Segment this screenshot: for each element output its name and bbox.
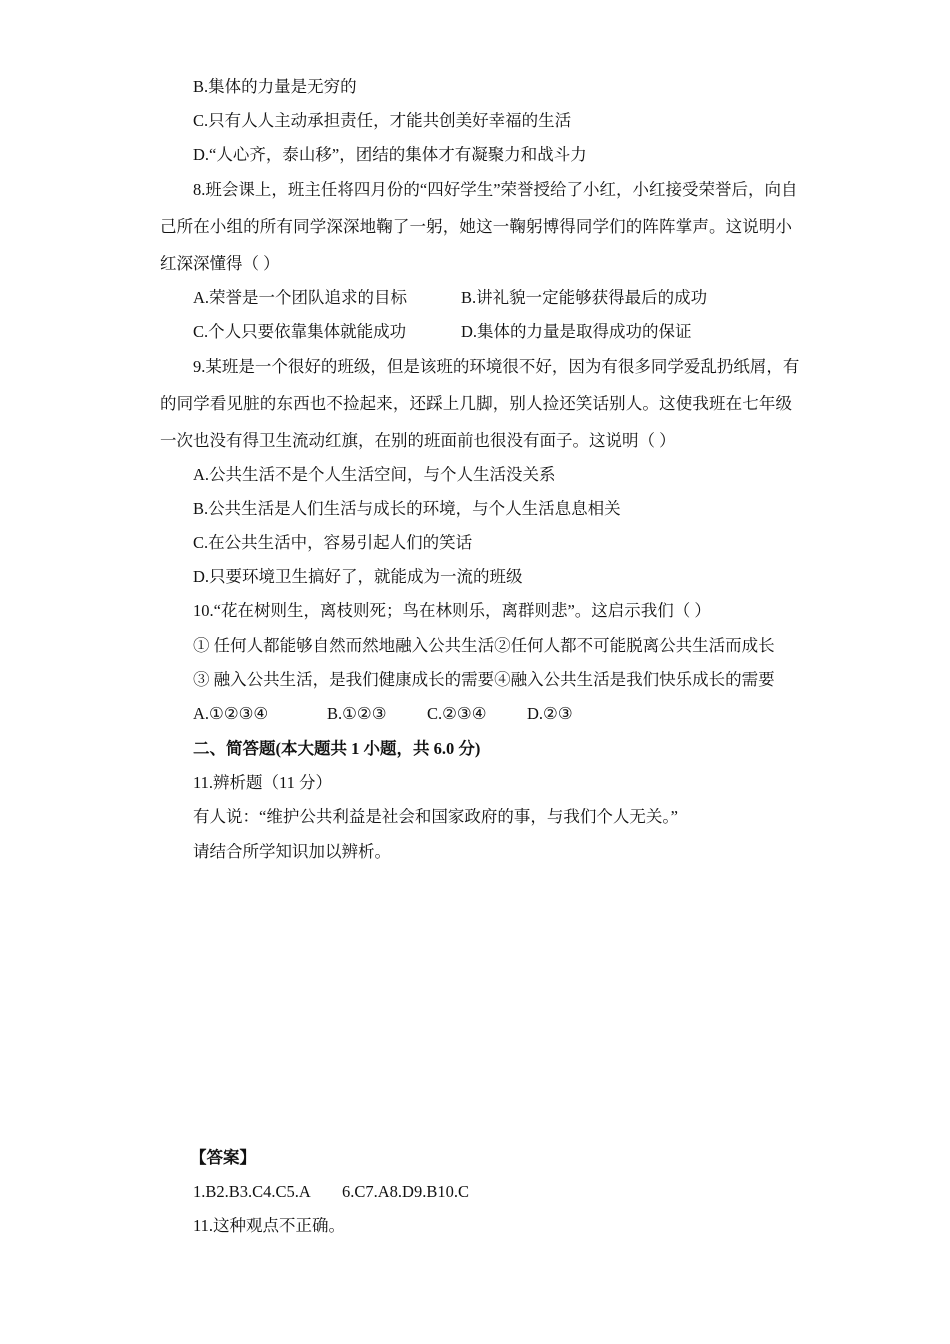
q10-items-line2: ③ 融入公共生活，是我们健康成长的需要④融入公共生活是我们快乐成长的需要 (193, 670, 775, 689)
section2-heading: 二、简答题(本大题共 1 小题，共 6.0 分) (193, 739, 481, 758)
q8-option-d: D.集体的力量是取得成功的保证 (461, 322, 692, 341)
q8-option-a: A.荣誉是一个团队追求的目标 (193, 288, 408, 307)
q9-option-c: C.在公共生活中，容易引起人们的笑话 (193, 533, 473, 552)
q7-option-b: B.集体的力量是无穷的 (193, 77, 357, 96)
q8-option-b: B.讲礼貌一定能够获得最后的成功 (461, 288, 708, 307)
q11-quote: 有人说：“维护公共利益是社会和国家政府的事，与我们个人无关。” (193, 807, 678, 826)
q10-option-b: B.①②③ (327, 704, 387, 723)
q10-stem: 10.“花在树则生，离枝则死；鸟在林则乐，离群则悲”。这启示我们（ ） (193, 601, 711, 620)
answers-line1-part1: 1.B2.B3.C4.C5.A (193, 1182, 311, 1201)
q9-stem-line2: 的同学看见脏的东西也不捡起来，还踩上几脚，别人捡还笑话别人。这使我班在七年级 (160, 394, 792, 413)
q7-option-d: D.“人心齐，泰山移”，团结的集体才有凝聚力和战斗力 (193, 145, 587, 164)
q8-stem-line2: 己所在小组的所有同学深深地鞠了一躬，她这一鞠躬博得同学们的阵阵掌声。这说明小 (160, 217, 792, 236)
q8-option-c: C.个人只要依靠集体就能成功 (193, 322, 407, 341)
q11-title: 11.辨析题（11 分） (193, 773, 333, 792)
q8-stem-line3: 红深深懂得（ ） (160, 254, 280, 273)
q7-option-c: C.只有人人主动承担责任，才能共创美好幸福的生活 (193, 111, 572, 130)
q9-stem-line1: 9.某班是一个很好的班级，但是该班的环境很不好，因为有很多同学爱乱扔纸屑，有 (193, 357, 800, 376)
answers-line2: 11.这种观点不正确。 (193, 1216, 346, 1235)
q11-instruction: 请结合所学知识加以辨析。 (193, 842, 391, 861)
answers-line1-part2: 6.C7.A8.D9.B10.C (342, 1182, 469, 1201)
answers-heading: 【答案】 (190, 1148, 256, 1167)
q10-option-d: D.②③ (527, 704, 573, 723)
q8-stem-line1: 8.班会课上，班主任将四月份的“四好学生”荣誉授给了小红，小红接受荣誉后，向自 (193, 180, 798, 199)
q9-stem-line3: 一次也没有得卫生流动红旗，在别的班面前也很没有面子。这说明（ ） (160, 431, 676, 450)
q10-items-line1: ① 任何人都能够自然而然地融入公共生活②任何人都不可能脱离公共生活而成长 (193, 636, 775, 655)
q9-option-b: B.公共生活是人们生活与成长的环境，与个人生活息息相关 (193, 499, 621, 518)
q10-option-a: A.①②③④ (193, 704, 269, 723)
q9-option-d: D.只要环境卫生搞好了，就能成为一流的班级 (193, 567, 523, 586)
q10-option-c: C.②③④ (427, 704, 487, 723)
q9-option-a: A.公共生活不是个人生活空间，与个人生活没关系 (193, 465, 556, 484)
